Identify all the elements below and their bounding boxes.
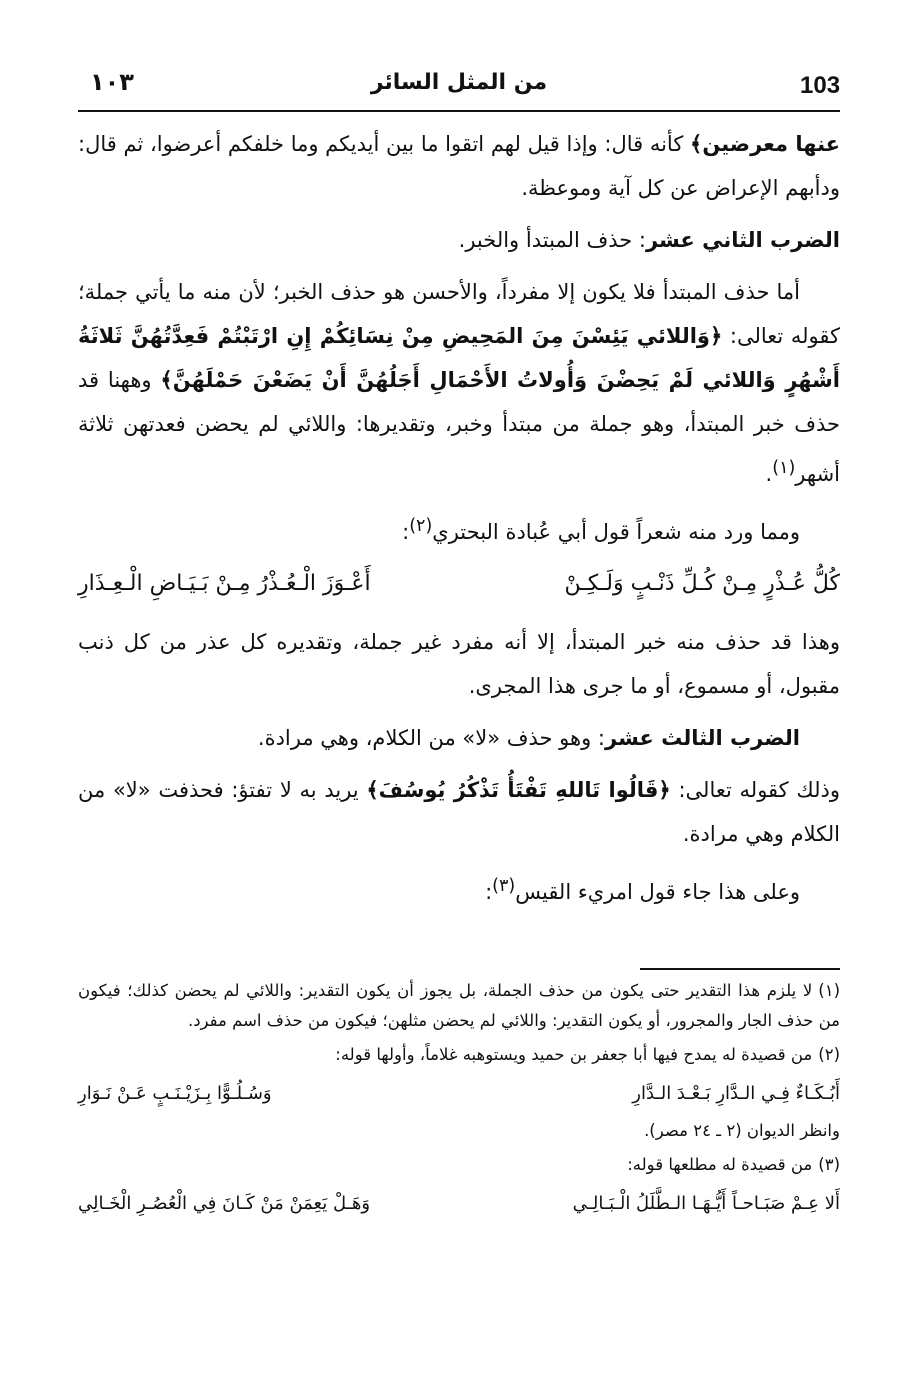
page-number-arabic: ١٠٣ (90, 68, 134, 96)
paragraph-3 (78, 504, 840, 554)
verse-first-hemistich: كُلُّ عُـذْرٍ مِـنْ كُـلِّ ذَنْـبٍ وَلَـكِـنْ (564, 571, 840, 596)
footnote-text: من قصيدة له مطلعها قوله: (627, 1155, 813, 1174)
verse-second-hemistich: وَسُـلُـوًّا بِـزَيْـنَـبٍ عَـنْ نَـوَارِ (78, 1083, 272, 1104)
paragraph-text: وهذا قد حذف منه خبر المبتدأ، إلا أنه مفرد غير جملة، وتقديره كل عذر من كل ذنب مقبول، أو مسموع، أو ما جرى هذا المجرى. (78, 630, 840, 698)
footnote-rule (640, 968, 840, 970)
punctuation: : (485, 880, 493, 904)
verse-second-hemistich: أَعْـوَزَ الْـعُـذْرُ مِـنْ بَـيَـاضِ الْـعِـذَارِ (78, 571, 371, 596)
footnote-reference: وانظر الديوان (٢ ـ ٢٤ مصر). (644, 1121, 840, 1140)
paragraph-text: وذلك كقوله تعالى: (670, 778, 840, 802)
paragraph-text: يريد به لا تفتؤ: فحذفت «لا» من الكلام وهي مرادة. (78, 778, 840, 846)
footnote-number: (٣) (818, 1155, 840, 1174)
footnote-number: (٢) (818, 1045, 840, 1064)
running-title: من المثل السائر (370, 70, 548, 95)
quran-verse: ﴿وَاللائي يَئِسْنَ مِنَ المَحِيضِ مِنْ نِسَائِكُمْ إِنِ ارْتَبْتُمْ فَعِدَّتُهُنَّ ثَلاثَةُ أَشْهُرٍ وَاللائي لَمْ يَحِضْنَ وَأُولاتُ الأَحْمَالِ أَجَلُهُنَّ أَنْ يَضَعْنَ حَمْلَهُنَّ﴾ (78, 324, 841, 392)
section-label: الضرب الثالث عشر (605, 726, 800, 750)
verse-first-hemistich: أَلا عِـمْ صَبَـاحـاً أَيُّـهَـا الـطَّلَلُ الْـبَـالِـي (572, 1193, 840, 1214)
footnote-number: (١) (818, 981, 840, 1000)
footnote-verse (78, 1184, 840, 1224)
footnote-3 (78, 1150, 840, 1180)
verse-second-hemistich: وَهَـلْ يَعِمَنْ مَنْ كَـانَ فِي الْعُصُـرِ الْخَـالِي (78, 1193, 371, 1214)
paragraph-2 (78, 270, 840, 496)
page-number-latin: 103 (800, 72, 841, 99)
punctuation: : (402, 520, 410, 544)
footnotes (78, 976, 840, 1226)
header-rule (78, 110, 840, 112)
footnote-text: من قصيدة له يمدح فيها أبا جعفر بن حميد ويستوهبه غلاماً، وأولها قوله: (335, 1045, 813, 1064)
section-heading-12 (78, 218, 840, 262)
paragraph-1 (78, 122, 840, 210)
quran-verse-end: عنها معرضين﴾ (690, 132, 840, 156)
paragraph-text: وعلى هذا جاء قول امريء القيس (515, 880, 800, 904)
paragraph-5 (78, 768, 840, 856)
punctuation: . (765, 462, 773, 486)
footnote-1 (78, 976, 840, 1036)
footnote-ref: (٣) (492, 876, 516, 896)
section-label: الضرب الثاني عشر (645, 228, 840, 252)
paragraph-text: ومما ورد منه شعراً قول أبي عُبادة البحتري (432, 520, 800, 544)
footnote-verse (78, 1074, 840, 1114)
section-title: : وهو حذف «لا» من الكلام، وهي مرادة. (257, 726, 605, 750)
footnote-ref: (٢) (409, 516, 433, 536)
paragraph-text: أما حذف المبتدأ فلا يكون إلا مفرداً، والأحسن هو حذف الخبر؛ لأن منه ما يأتي جملة؛ كقوله تعالى: (78, 280, 840, 348)
section-title: : حذف المبتدأ والخبر. (458, 228, 646, 252)
paragraph-text: وههنا قد حذف خبر المبتدأ، وهو جملة من مبتدأ وخبر، وتقديرها: واللائي لم يحضن فعدتهن ثلاثة أشهر (78, 368, 840, 486)
paragraph-6 (78, 864, 840, 914)
poem-verse (78, 562, 840, 606)
footnote-ref: (١) (772, 458, 796, 478)
paragraph-4 (78, 620, 840, 708)
main-text (78, 122, 840, 922)
page-header (78, 68, 840, 108)
section-heading-13 (78, 716, 840, 760)
paragraph-text: كأنه قال: وإذا قيل لهم اتقوا ما بين أيديكم وما خلفكم أعرضوا، ثم قال: ودأبهم الإعراض عن كل آية وموعظة. (78, 132, 840, 200)
verse-first-hemistich: أَبُـكَـاءٌ فِـي الـدَّارِ بَـعْـدَ الـدَّارِ (632, 1083, 840, 1104)
footnote-2 (78, 1040, 840, 1070)
quran-verse: ﴿قَالُوا تَاللهِ تَفْتَأُ تَذْكُرُ يُوسُفَ﴾ (366, 778, 671, 802)
footnote-text: لا يلزم هذا التقدير حتى يكون من حذف الجملة، بل يجوز أن يكون التقدير: واللائي لم يحضن كذلك؛ فيكون من حذف الجار والمجرور، أو يكون التقدير: واللائي لم يحضن مثلهن؛ فيكون من حذف اسم مفرد. (78, 981, 840, 1030)
